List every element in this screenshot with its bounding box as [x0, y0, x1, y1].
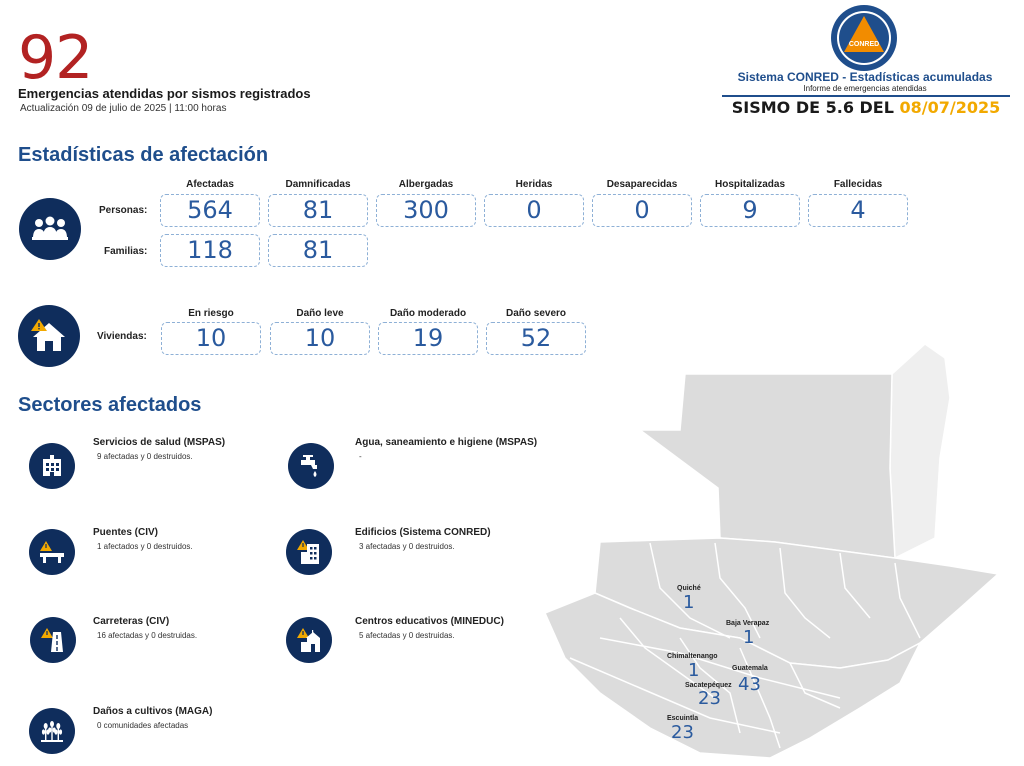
map-label-sacatepequez: Sacatepéquez: [685, 682, 732, 689]
viviendas-en-riesgo: 10: [161, 322, 261, 355]
personas-damnificadas: 81: [268, 194, 368, 227]
sector-educativos-title: Centros educativos (MINEDUC): [355, 616, 504, 627]
school-icon: [286, 617, 332, 663]
personas-heridas: 0: [484, 194, 584, 227]
header-afectadas: Afectadas: [186, 179, 234, 190]
viviendas-dano-severo: 52: [486, 322, 586, 355]
logo-text: CONRED: [848, 41, 880, 48]
map-label-guatemala: Guatemala: [732, 665, 768, 672]
map-label-baja-verapaz: Baja Verapaz: [726, 620, 770, 627]
brand-subtitle: Informe de emergencias atendidas: [803, 84, 927, 93]
map-label-escuintla: Escuintla: [667, 715, 699, 722]
header-heridas: Heridas: [515, 179, 553, 190]
viviendas-dano-leve: 10: [270, 322, 370, 355]
total-emergencies: 92: [18, 23, 93, 93]
viviendas-dano-moderado: 19: [378, 322, 478, 355]
header-damnificadas: Damnificadas: [285, 179, 351, 190]
personas-afectadas: 564: [160, 194, 260, 227]
sector-agua-detail: -: [359, 452, 362, 461]
afectacion-title: Estadísticas de afectación: [18, 144, 269, 166]
road-icon: [30, 617, 76, 663]
map-value-guatemala: 43: [738, 674, 761, 695]
brand-title: Sistema CONRED - Estadísticas acumuladas: [737, 70, 993, 84]
guatemala-map: [540, 338, 1020, 766]
sector-cultivos-title: Daños a cultivos (MAGA): [93, 706, 213, 717]
sismo-prefix: SISMO DE 5.6 DEL: [731, 98, 900, 117]
sector-cultivos-detail: 0 comunidades afectadas: [97, 721, 189, 730]
hospital-icon: [29, 443, 75, 489]
conred-logo: [830, 4, 898, 72]
crops-icon: [29, 708, 75, 754]
house-icon: [18, 305, 80, 367]
map-value-baja-verapaz: 1: [743, 627, 755, 648]
brand-divider: [722, 95, 1010, 97]
sector-carreteras-detail: 16 afectadas y 0 destruidas.: [97, 631, 198, 640]
viviendas-label: Viviendas:: [97, 331, 147, 342]
sector-edificios-title: Edificios (Sistema CONRED): [355, 527, 491, 538]
sector-puentes-detail: 1 afectados y 0 destruidos.: [97, 542, 193, 551]
header-en-riesgo: En riesgo: [188, 308, 234, 319]
sismo-banner: [722, 98, 1010, 117]
map-label-chimaltenango: Chimaltenango: [667, 653, 718, 660]
map-value-sacatepequez: 23: [698, 688, 721, 709]
sector-puentes-title: Puentes (CIV): [93, 527, 159, 538]
personas-hospitalizadas: 9: [700, 194, 800, 227]
map-value-escuintla: 23: [671, 722, 694, 743]
sector-educativos-detail: 5 afectadas y 0 destruidas.: [359, 631, 455, 640]
update-timestamp: Actualización 09 de julio de 2025 | 11:00 horas: [20, 103, 227, 114]
water-tap-icon: [288, 443, 334, 489]
familias-label: Familias:: [104, 246, 148, 257]
familias-afectadas: 118: [160, 234, 260, 267]
header-desaparecidas: Desaparecidas: [606, 179, 678, 190]
sector-salud-detail: 9 afectadas y 0 destruidos.: [97, 452, 193, 461]
header-fallecidas: Fallecidas: [833, 179, 883, 190]
people-icon: [19, 198, 81, 260]
sector-salud-title: Servicios de salud (MSPAS): [93, 437, 226, 448]
personas-desaparecidas: 0: [592, 194, 692, 227]
header-hospitalizadas: Hospitalizadas: [714, 179, 786, 190]
sectores-title: Sectores afectados: [18, 394, 202, 416]
header-dano-moderado: Daño moderado: [389, 308, 467, 319]
header-albergadas: Albergadas: [398, 179, 454, 190]
sector-agua-title: Agua, saneamiento e higiene (MSPAS): [355, 437, 538, 448]
map-label-quiche: Quiché: [677, 585, 701, 592]
personas-fallecidas: 4: [808, 194, 908, 227]
sector-carreteras-title: Carreteras (CIV): [93, 616, 170, 627]
header-dano-leve: Daño leve: [296, 308, 344, 319]
building-icon: [286, 529, 332, 575]
sector-edificios-detail: 3 afectadas y 0 destruidos.: [359, 542, 455, 551]
personas-albergadas: 300: [376, 194, 476, 227]
header-dano-severo: Daño severo: [505, 308, 567, 319]
sismo-date: 08/07/2025: [899, 98, 1001, 117]
bridge-icon: [29, 529, 75, 575]
map-value-chimaltenango: 1: [688, 660, 700, 681]
personas-label: Personas:: [99, 205, 148, 216]
familias-damnificadas: 81: [268, 234, 368, 267]
total-subtitle: Emergencias atendidas por sismos registrados: [18, 86, 311, 101]
map-value-quiche: 1: [683, 592, 695, 613]
